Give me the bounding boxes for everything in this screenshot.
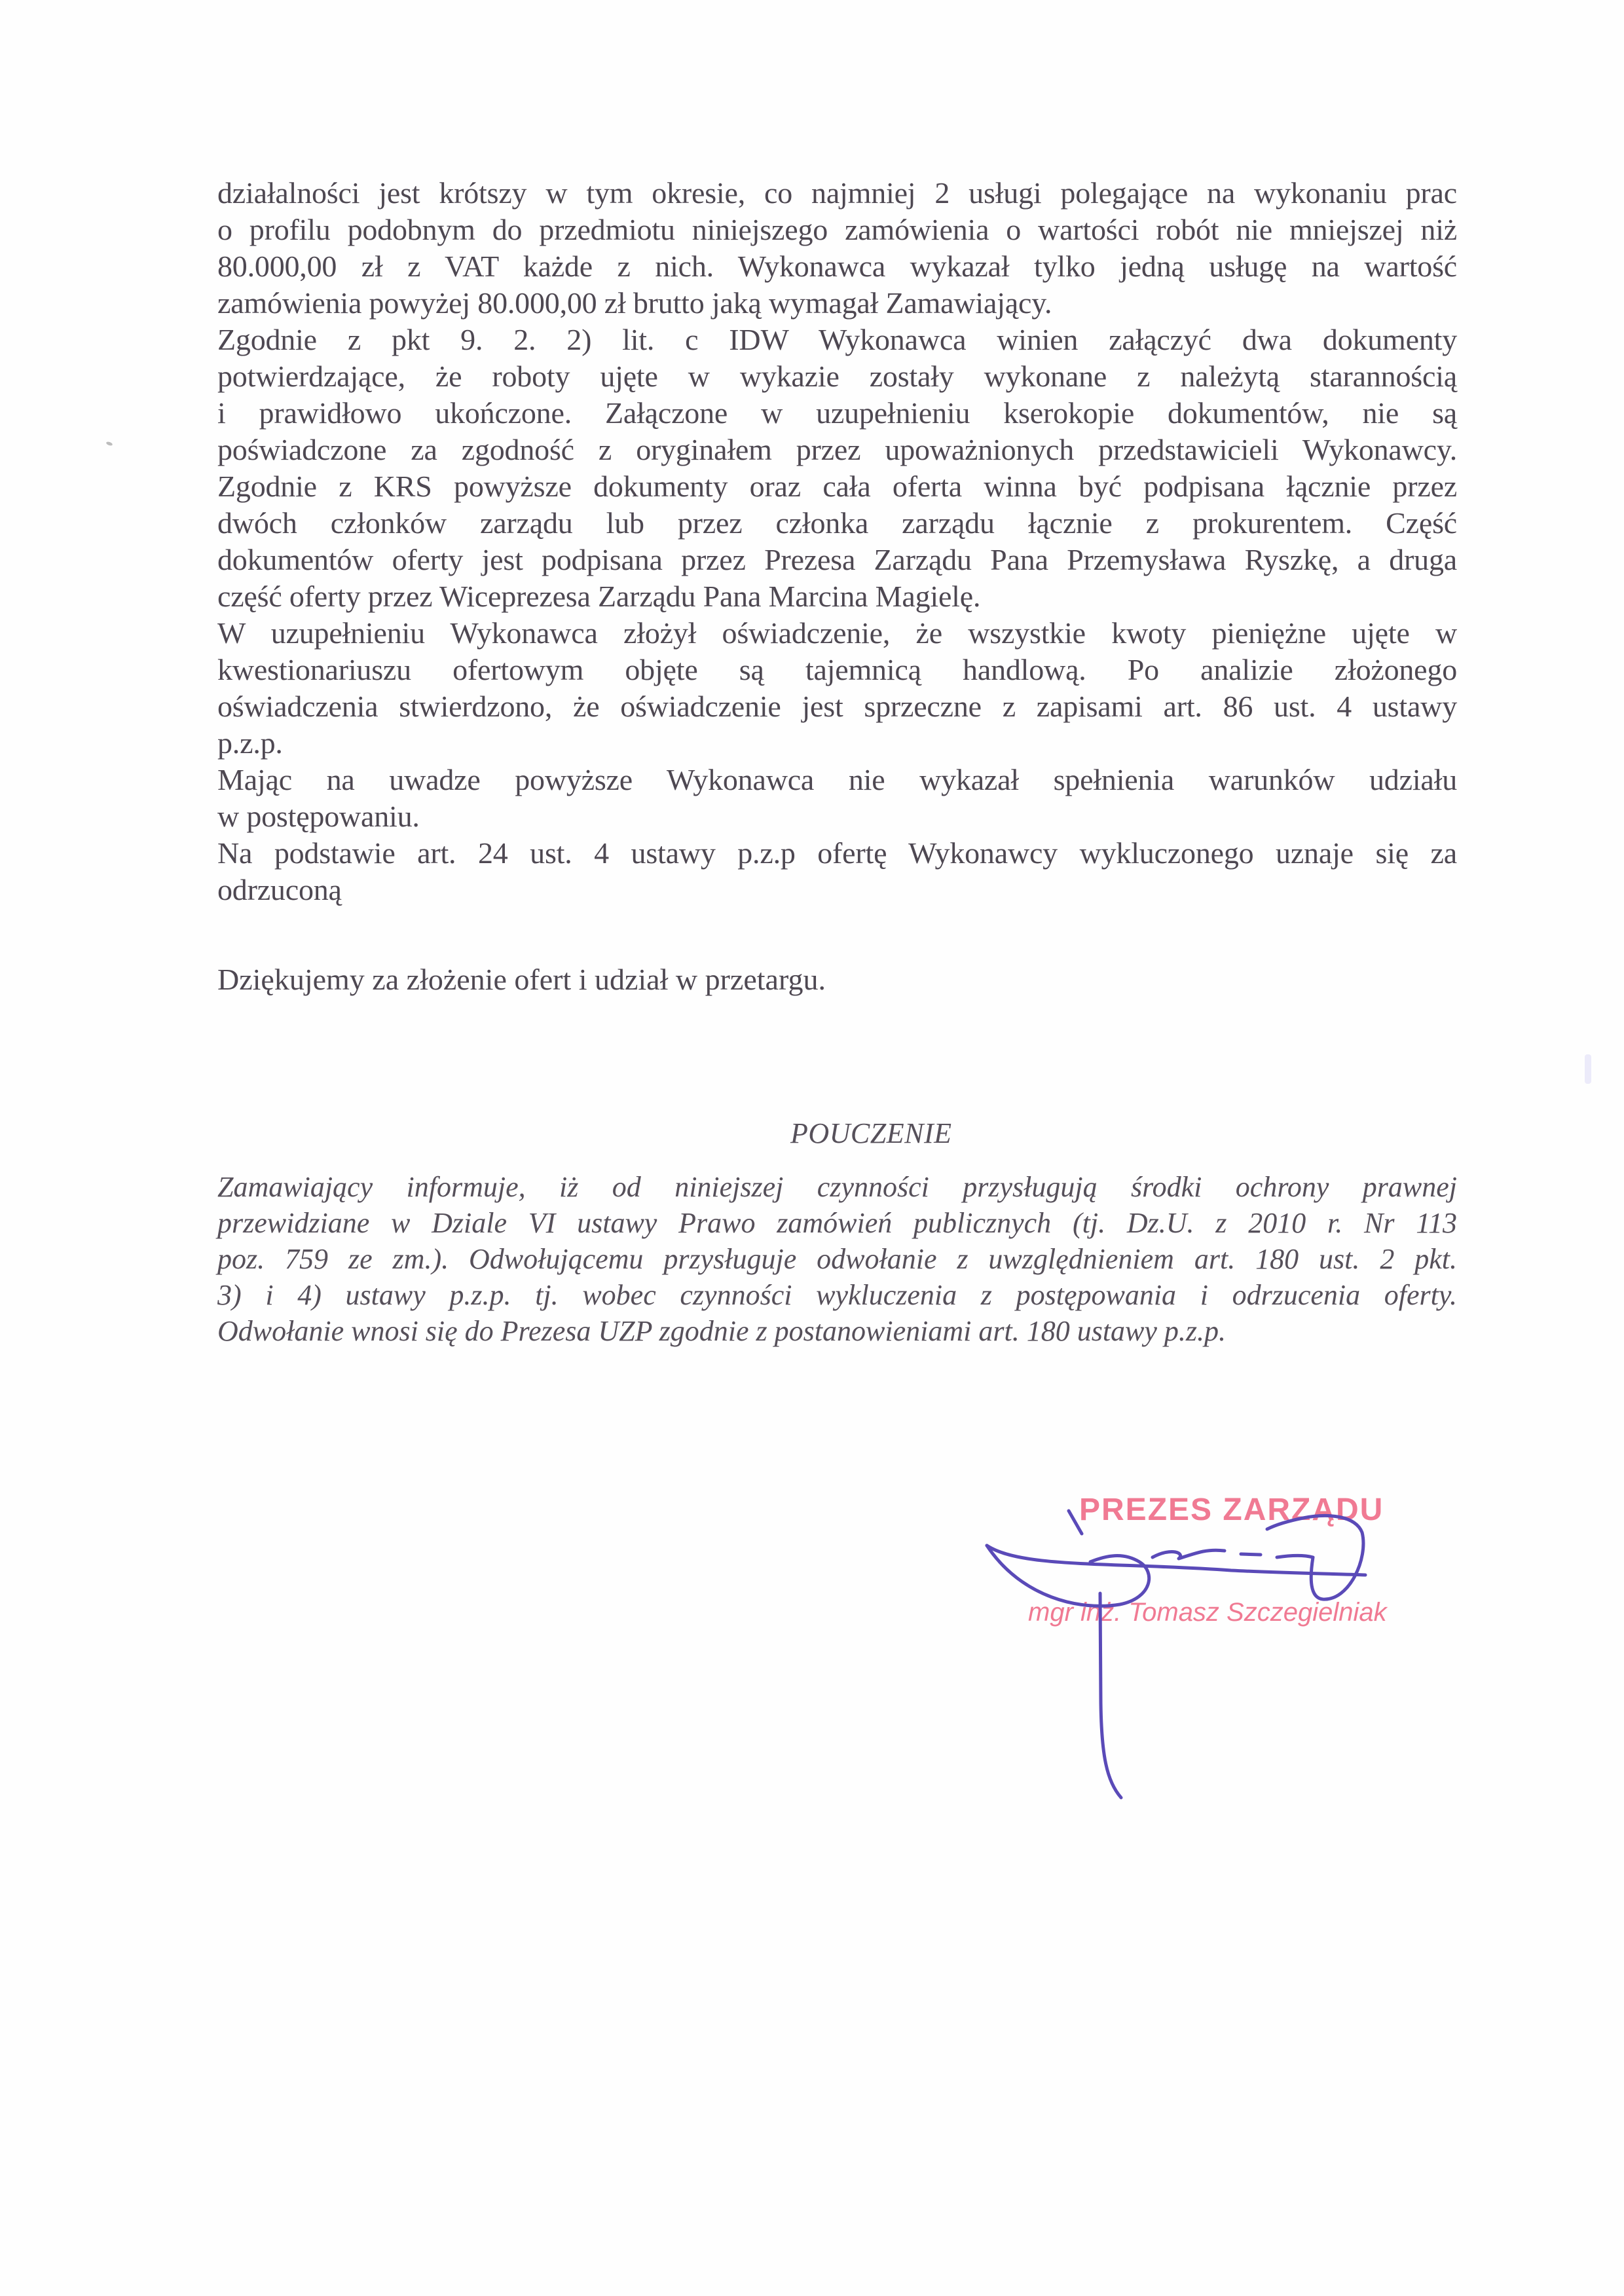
notice-line: Zamawiający informuje, iż od niniejszej czynności przysługują środki ochrony prawnej (217, 1171, 1457, 1203)
signature-stroke (1267, 1515, 1363, 1599)
stamp-title: PREZES ZARZĄDU (1079, 1492, 1384, 1527)
notice-line: przewidziane w Dziale VI ustawy Prawo zamówień publicznych (tj. Dz.U. z 2010 r. Nr 113 (217, 1207, 1457, 1239)
body-line: zamówienia powyżej 80.000,00 zł brutto jaką wymagał Zamawiający. (217, 286, 1052, 320)
body-line: Na podstawie art. 24 ust. 4 ustawy p.z.p ofertę Wykonawcy wykluczonego uznaje się za (217, 836, 1457, 870)
notice-heading: POUCZENIE (790, 1117, 952, 1149)
body-line: dwóch członków zarządu lub przez członka zarządu łącznie z prokurentem. Część (217, 506, 1457, 540)
body-line: o profilu podobnym do przedmiotu niniejszego zamówienia o wartości robót nie mniejszej niż (217, 213, 1457, 246)
body-line: poświadczone za zgodność z oryginałem przez upoważnionych przedstawicieli Wykonawcy. (217, 433, 1457, 466)
signature-stroke (987, 1546, 1365, 1575)
body-line: 80.000,00 zł z VAT każde z nich. Wykonawca wykazał tylko jedną usługę na wartość (217, 250, 1457, 283)
body-line: Mając na uwadze powyższe Wykonawca nie wykazał spełnienia warunków udziału (217, 763, 1457, 796)
body-line: odrzuconą (217, 873, 342, 906)
body-line: potwierdzające, że roboty ujęte w wykazie zostały wykonane z należytą starannością (217, 360, 1457, 393)
body-line: i prawidłowo ukończone. Załączone w uzupełnieniu kserokopie dokumentów, nie są (217, 396, 1457, 430)
body-line: oświadczenia stwierdzono, że oświadczenie jest sprzeczne z zapisami art. 86 ust. 4 ustawy (217, 690, 1457, 723)
body-line: w postępowaniu. (217, 800, 420, 833)
body-line: dokumentów oferty jest podpisana przez Prezesa Zarządu Pana Przemysława Ryszkę, a druga (217, 543, 1457, 576)
scan-artifact (1585, 1054, 1591, 1084)
notice-line: poz. 759 ze zm.). Odwołującemu przysługuje odwołanie z uwzględnieniem art. 180 ust. 2 pkt. (217, 1243, 1457, 1275)
signature-stroke (1241, 1554, 1261, 1555)
notice-line: Odwołanie wnosi się do Prezesa UZP zgodnie z postanowieniami art. 180 ustawy p.z.p. (217, 1315, 1227, 1347)
body-line: część oferty przez Wiceprezesa Zarządu Pana Marcina Magielę. (217, 580, 981, 613)
signature-stroke (987, 1546, 1149, 1606)
body-line: p.z.p. (217, 726, 283, 760)
body-line: kwestionariuszu ofertowym objęte są tajemnicą handlową. Po analizie złożonego (217, 653, 1457, 686)
scan-speck (105, 441, 113, 446)
body-line: W uzupełnieniu Wykonawca złożył oświadczenie, że wszystkie kwoty pieniężne ujęte w (217, 616, 1457, 650)
notice-line: 3) i 4) ustawy p.z.p. tj. wobec czynności wykluczenia z postępowania i odrzucenia oferty. (217, 1279, 1457, 1311)
body-line: Zgodnie z KRS powyższe dokumenty oraz cała oferta winna być podpisana łącznie przez (217, 470, 1457, 503)
stamp-name: mgr inż. Tomasz Szczegielniak (1028, 1598, 1387, 1627)
signature-stroke (1153, 1550, 1225, 1559)
body-line: Zgodnie z pkt 9. 2. 2) lit. c IDW Wykonawca winien załączyć dwa dokumenty (217, 323, 1457, 356)
thanks-line: Dziękujemy za złożenie ofert i udział w przetargu. (217, 963, 826, 996)
body-line: działalności jest krótszy w tym okresie, co najmniej 2 usługi polegające na wykonaniu prac (217, 176, 1457, 210)
